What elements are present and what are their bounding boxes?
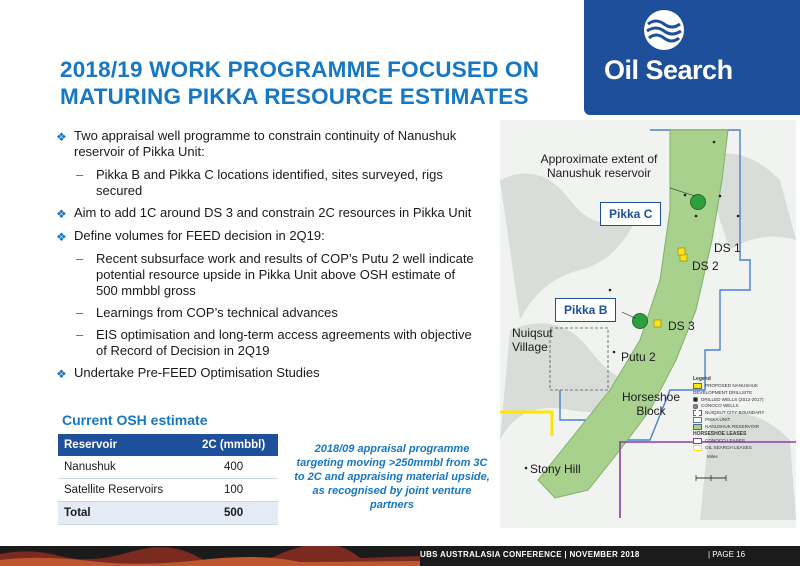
- bullet-item: ❖ Undertake Pre-FEED Optimisation Studies: [56, 365, 320, 381]
- bullet-item: ❖ Aim to add 1C around DS 3 and constrain 2C resources in Pikka Unit: [56, 205, 472, 221]
- bullet-list: [56, 128, 476, 388]
- ds2-drillsite-marker: [678, 248, 685, 255]
- reservoir-value: 400: [189, 456, 278, 479]
- total-value: 500: [189, 502, 278, 525]
- appraisal-callout: 2018/09 appraisal programme targeting moving >250mmbl from 3C to 2C and appraising material upside, as recognised by joint venture partners: [294, 443, 490, 511]
- osh-estimate-title: Current OSH estimate: [62, 412, 208, 428]
- footer-text: UBS AUSTRALASIA CONFERENCE | NOVEMBER 2018: [420, 550, 640, 559]
- table-row: [58, 479, 278, 502]
- table-header-row: [58, 434, 278, 456]
- putu2-label: Putu 2: [621, 350, 656, 364]
- legend-leases-title: HORSESHOE LEASES: [693, 431, 747, 438]
- total-label: Total: [58, 502, 189, 525]
- diamond-bullet-icon: ❖: [56, 130, 67, 144]
- legend-item: OIL SEARCH LEASES: [693, 445, 793, 452]
- legend-item: NUIQSUT CITY BOUNDARY: [693, 410, 793, 417]
- column-header-reservoir: Reservoir: [58, 434, 189, 456]
- reservoir-value: 100: [189, 479, 278, 502]
- footer-bar: [0, 546, 800, 566]
- stony-hill-label: Stony Hill: [530, 462, 581, 476]
- column-header-2c: 2C (mmbbl): [189, 434, 278, 456]
- pikka-b-leader: [622, 312, 635, 318]
- title-line-2: MATURING PIKKA RESOURCE ESTIMATES: [60, 84, 529, 109]
- scale-label: Miles: [707, 454, 718, 460]
- pikka-c-well-icon: [691, 195, 706, 210]
- title-line-1: 2018/19 WORK PROGRAMME FOCUSED ON: [60, 57, 540, 82]
- table-total-row: [58, 502, 278, 525]
- legend-title: Legend: [693, 376, 711, 382]
- diamond-bullet-icon: ❖: [56, 230, 67, 244]
- sub-bullet-item: – Learnings from COP’s technical advances: [76, 305, 338, 320]
- legend-item: DRILLED WELLS (2012-2017): [693, 397, 793, 404]
- map-legend: [693, 376, 793, 461]
- bullet-item: ❖ Two appraisal well programme to constrain continuity of Nanushuk reservoir of Pikka Unit:: [56, 128, 457, 159]
- bullet-item: ❖ Define volumes for FEED decision in 2Q19:: [56, 228, 325, 244]
- nuiqsut-label: Nuiqsut Village: [512, 326, 553, 354]
- oil-search-emblem-icon: [642, 8, 686, 52]
- ds1-label: DS 1: [714, 241, 741, 255]
- diamond-bullet-icon: ❖: [56, 367, 67, 381]
- ds2-label: DS 2: [692, 259, 719, 273]
- reservoir-name: Nanushuk: [58, 456, 189, 479]
- horseshoe-label: Horseshoe Block: [621, 390, 681, 418]
- legend-item: CONOCO LEASES: [693, 438, 793, 445]
- footer-texture: [0, 546, 420, 566]
- extent-label: Approximate extent of Nanushuk reservoir: [540, 152, 658, 180]
- legend-item: PROPOSED NANUSHUK DEVELOPMENT DRILLSITE: [693, 383, 759, 395]
- slide-title: [60, 56, 580, 110]
- ds3-label: DS 3: [668, 319, 695, 333]
- legend-item: NANUSHUK RESERVOIR: [693, 424, 793, 431]
- dash-bullet-icon: –: [76, 251, 84, 266]
- osh-estimate-table: [58, 434, 278, 525]
- dash-bullet-icon: –: [76, 305, 84, 320]
- pikka-b-well-icon: [633, 314, 648, 329]
- legend-item: CONOCO WELLS: [693, 403, 793, 410]
- sub-bullet-item: – Pikka B and Pikka C locations identified, sites surveyed, rigs secured: [76, 167, 443, 198]
- reservoir-name: Satellite Reservoirs: [58, 479, 189, 502]
- legend-item: PIKKA UNIT: [693, 417, 793, 424]
- diamond-bullet-icon: ❖: [56, 207, 67, 221]
- dash-bullet-icon: –: [76, 167, 84, 182]
- table-row: [58, 456, 278, 479]
- sub-bullet-item: – Recent subsurface work and results of COP’s Putu 2 well indicate potential resource upside in Pikka Unit above OSH estimate of 500 mmbbl gross: [76, 251, 474, 298]
- dash-bullet-icon: –: [76, 327, 84, 342]
- sub-bullet-item: – EIS optimisation and long-term access agreements with objective of Record of Decision in 2Q19: [76, 327, 472, 358]
- pikka-c-label: Pikka C: [600, 202, 661, 226]
- pikka-b-label: Pikka B: [555, 298, 616, 322]
- logo-text: Oil Search: [604, 55, 733, 85]
- page-number: | PAGE 16: [708, 550, 746, 559]
- ds3-drillsite-marker: [654, 320, 661, 327]
